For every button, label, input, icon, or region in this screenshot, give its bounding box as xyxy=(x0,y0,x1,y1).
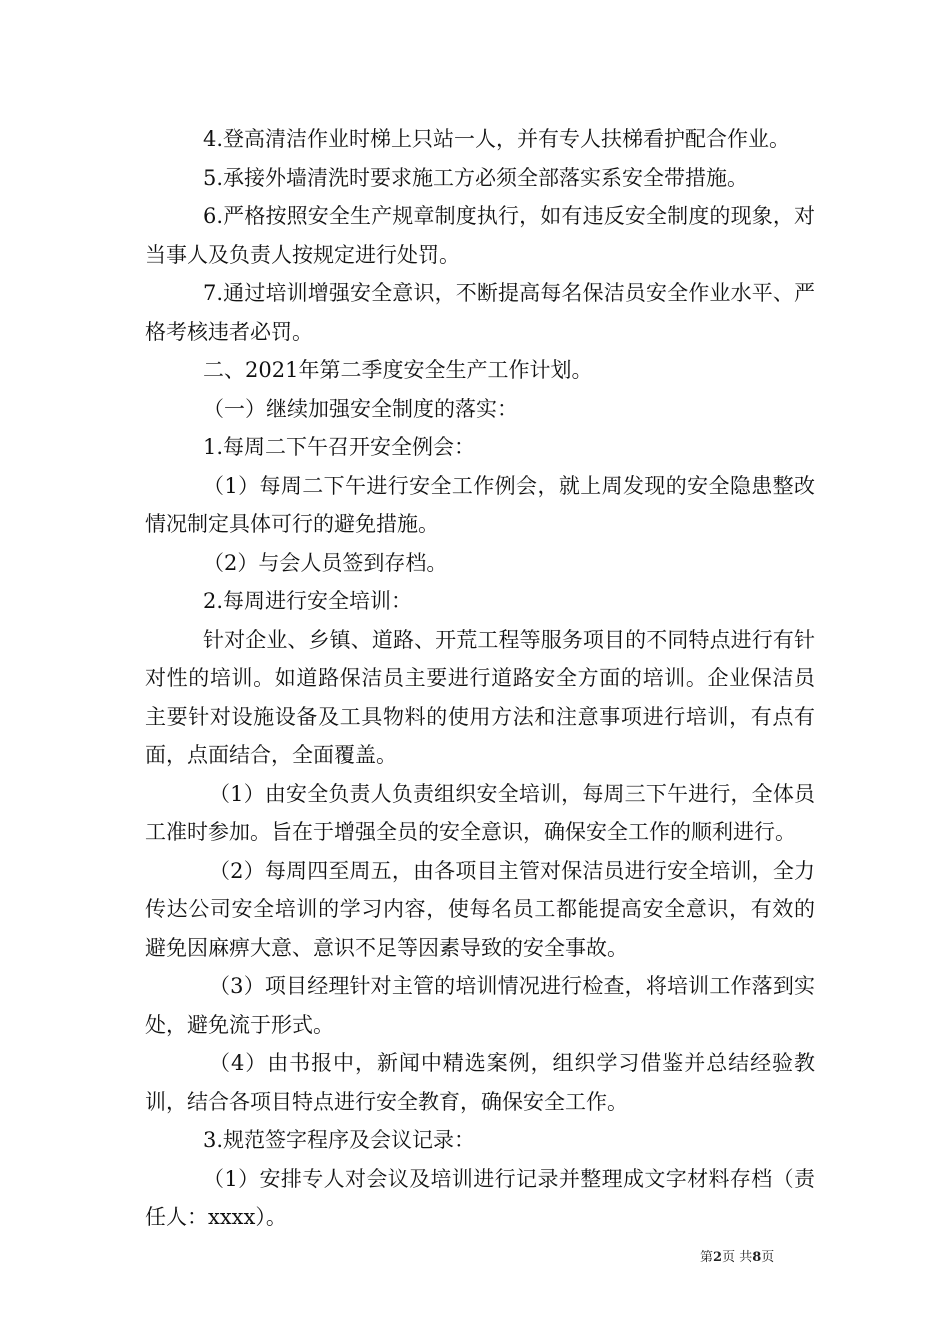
sub-item-2-3: （3）项目经理针对主管的培训情况进行检查，将培训工作落到实处，避免流于形式。 xyxy=(145,974,815,1037)
sub-item-1-1: （1）每周二下午进行安全工作例会，就上周发现的安全隐患整改情况制定具体可行的避免措施。 xyxy=(145,473,815,536)
section-heading-2: 二、2021年第二季度安全生产工作计划。 xyxy=(203,358,593,382)
paragraph-item-7: 7.通过培训增强安全意识，不断提高每名保洁员安全作业水平、严格考核违者必罚。 xyxy=(145,281,815,344)
paragraph-item-5: 5.承接外墙清洗时要求施工方必须全部落实系安全带措施。 xyxy=(203,165,749,190)
footer-prefix: 第 xyxy=(700,1250,714,1265)
total-page-number: 8 xyxy=(752,1250,762,1265)
item-heading-2: 2.每周进行安全培训： xyxy=(203,589,413,613)
page-footer xyxy=(700,1246,774,1265)
current-page-number: 2 xyxy=(713,1250,723,1265)
footer-suffix: 页 xyxy=(761,1250,775,1265)
sub-item-2-2: （2）每周四至周五，由各项目主管对保洁员进行安全培训，全力传达公司安全培训的学习内容，使每名员工都能提高安全意识，有效的避免因麻痹大意、意识不足等因素导致的安全事故。 xyxy=(145,858,815,960)
sub-item-2-4: （4）由书报中，新闻中精选案例，组织学习借鉴并总结经验教训，结合各项目特点进行安全教育，确保安全工作。 xyxy=(145,1051,815,1114)
subsection-heading-1: （一）继续加强安全制度的落实： xyxy=(203,396,518,421)
paragraph-item-6: 6.严格按照安全生产规章制度执行，如有违反安全制度的现象，对当事人及负责人按规定进行处罚。 xyxy=(145,204,815,267)
footer-middle: 页 共 xyxy=(722,1250,753,1265)
sub-item-3-1: （1）安排专人对会议及培训进行记录并整理成文字材料存档（责任人：xxxx）。 xyxy=(145,1166,815,1229)
training-description: 针对企业、乡镇、道路、开荒工程等服务项目的不同特点进行有针对性的培训。如道路保洁员主要进行道路安全方面的培训。企业保洁员主要针对设施设备及工具物料的使用方法和注意事项进行培训，有点有面，点面结合，全面覆盖。 xyxy=(145,627,815,767)
sub-item-1-2: （2）与会人员签到存档。 xyxy=(203,550,448,575)
document-body xyxy=(145,120,815,1237)
paragraph-item-4: 4.登高清洁作业时梯上只站一人，并有专人扶梯看护配合作业。 xyxy=(203,127,791,151)
item-heading-3: 3.规范签字程序及会议记录： xyxy=(203,1128,476,1152)
item-heading-1: 1.每周二下午召开安全例会： xyxy=(203,435,476,459)
sub-item-2-1: （1）由安全负责人负责组织安全培训，每周三下午进行，全体员工准时参加。旨在于增强全员的安全意识，确保安全工作的顺利进行。 xyxy=(145,781,815,844)
